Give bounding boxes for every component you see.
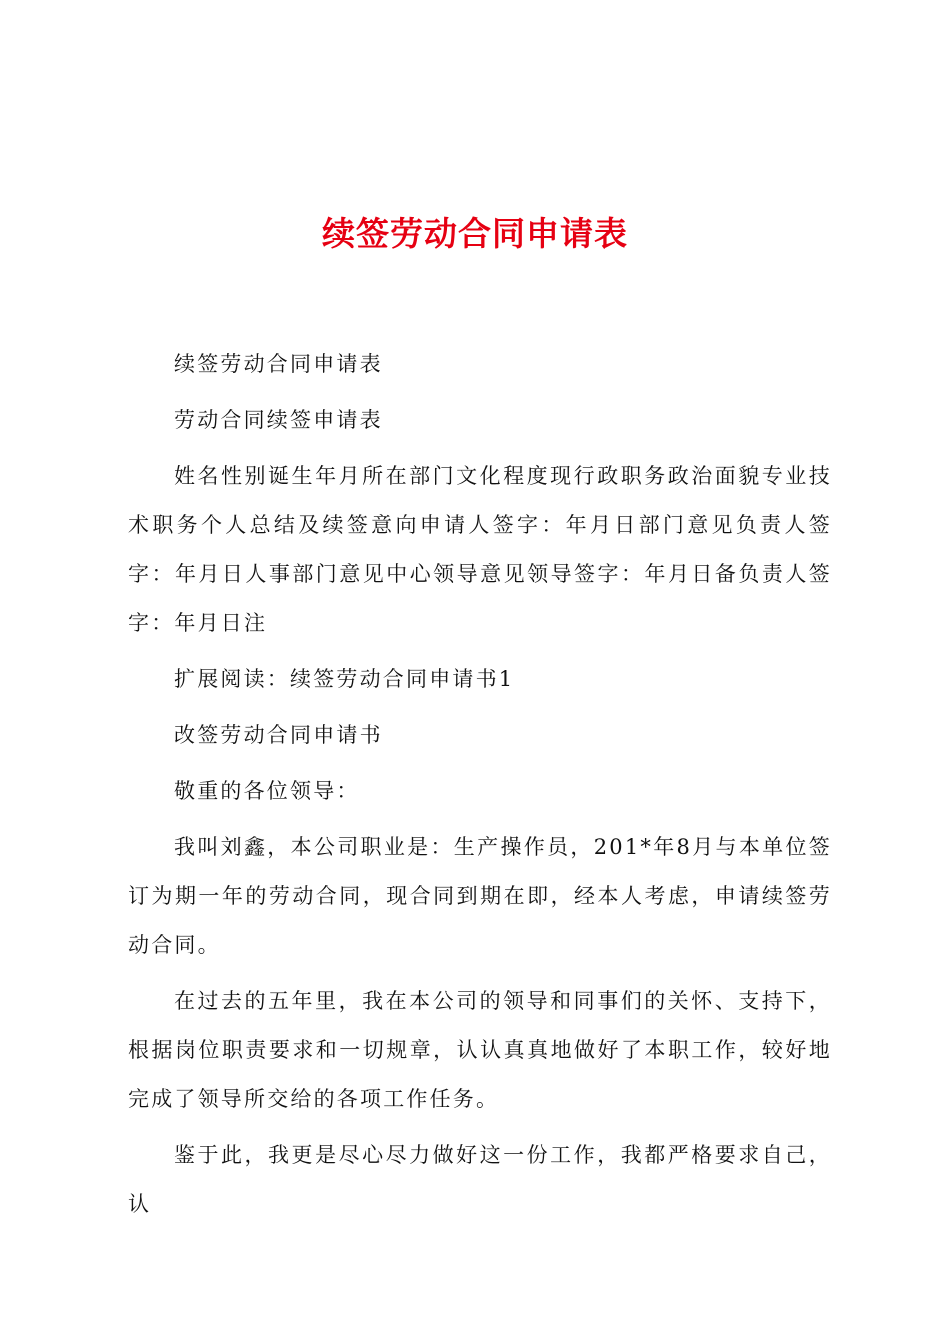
paragraph: 改签劳动合同申请书 <box>174 723 383 747</box>
paragraph: 续签劳动合同申请表 <box>174 352 383 376</box>
paragraph: 劳动合同续签申请表 <box>174 408 383 432</box>
paragraph: 鉴于此，我更是尽心尽力做好这一份工作，我都严格要求自己，认 <box>128 1143 832 1216</box>
paragraph: 敬重的各位领导： <box>174 779 360 803</box>
paragraph: 姓名性别诞生年月所在部门文化程度现行政职务政治面貌专业技术职务个人总结及续签意向申请人签字：年月日部门意见负责人签字：年月日人事部门意见中心领导意见领导签字：年月日备负责人签字：年月日注 <box>128 464 832 635</box>
paragraph: 扩展阅读：续签劳动合同申请书1 <box>174 667 515 691</box>
document-body <box>128 340 832 1236</box>
paragraph: 在过去的五年里，我在本公司的领导和同事们的关怀、支持下，根据岗位职责要求和一切规章，认认真真地做好了本职工作，较好地完成了领导所交给的各项工作任务。 <box>128 989 832 1111</box>
document-title: 续签劳动合同申请表 <box>322 214 628 253</box>
paragraph: 我叫刘鑫，本公司职业是：生产操作员，201*年8月与本单位签订为期一年的劳动合同，现合同到期在即，经本人考虑，申请续签劳动合同。 <box>128 835 832 957</box>
